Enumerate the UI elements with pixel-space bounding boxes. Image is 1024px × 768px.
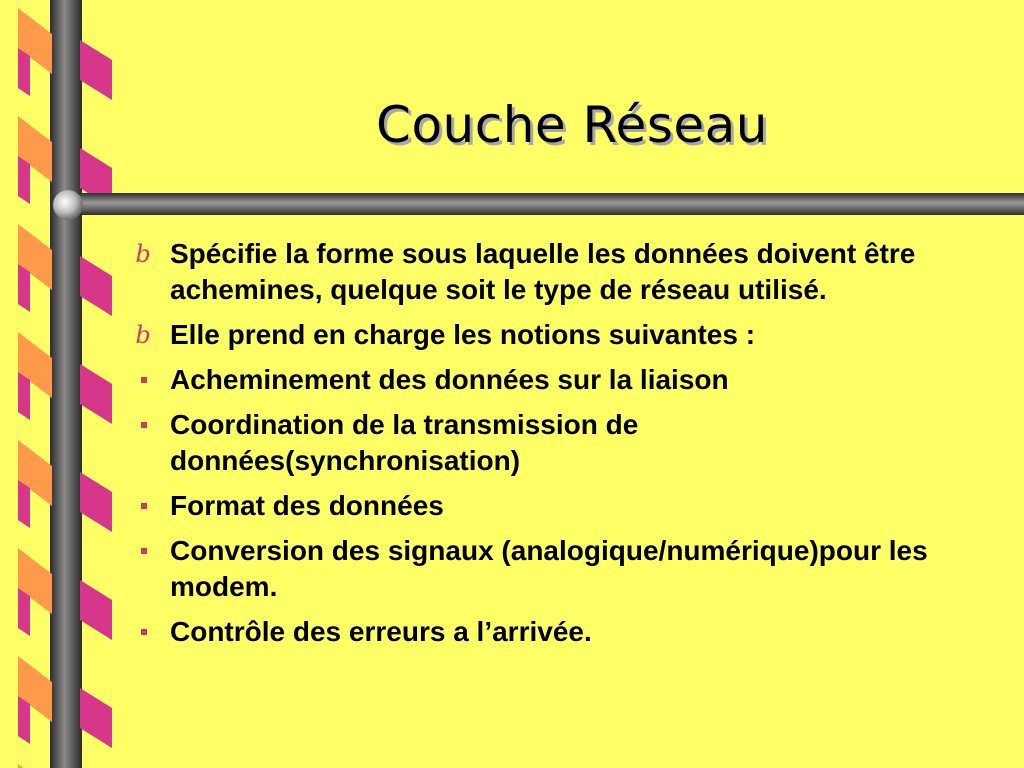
- decorative-pole: [50, 0, 82, 768]
- bullet-square-icon: [126, 614, 160, 650]
- bullet-list: [126, 236, 986, 659]
- bullet-text: Coordination de la transmission de données(synchronisation): [170, 409, 639, 476]
- bullet-text: Format des données: [170, 490, 444, 521]
- bullet-b-icon: b: [135, 240, 151, 268]
- bullet-square-icon: [126, 533, 160, 569]
- bullet-square-icon: [126, 362, 160, 398]
- bullet-item: [126, 488, 986, 524]
- bullet-item: [126, 614, 986, 650]
- bullet-item: [126, 407, 986, 479]
- bullet-text: Elle prend en charge les notions suivantes :: [170, 319, 756, 350]
- ribbon-band-back: [18, 156, 30, 204]
- divider-knob: [53, 190, 83, 220]
- bullet-text: Acheminement des données sur la liaison: [170, 364, 729, 395]
- bullet-item: [126, 317, 986, 353]
- bullet-item: [126, 236, 986, 308]
- bullet-square-icon: [126, 488, 160, 524]
- bullet-b-icon: b: [135, 321, 151, 349]
- ribbon-band-back: [18, 696, 30, 744]
- bullet-text: Conversion des signaux (analogique/numérique)pour les modem.: [170, 535, 928, 602]
- bullet-item: [126, 533, 986, 605]
- bullet-item: [126, 362, 986, 398]
- bullet-text: Contrôle des erreurs a l’arrivée.: [170, 616, 592, 647]
- ribbon-band-back: [18, 48, 30, 96]
- ribbon-band-back: [18, 372, 30, 420]
- ribbon-band-back: [18, 264, 30, 312]
- ribbon-band-back: [18, 588, 30, 636]
- bullet-text: Spécifie la forme sous laquelle les données doivent être achemines, quelque soit le type de réseau utilisé.: [170, 238, 916, 305]
- bullet-square-icon: [126, 407, 160, 443]
- slide-title: Couche Réseau: [376, 96, 768, 154]
- ribbon-band-back: [18, 480, 30, 528]
- title-divider-bar: [66, 193, 1024, 215]
